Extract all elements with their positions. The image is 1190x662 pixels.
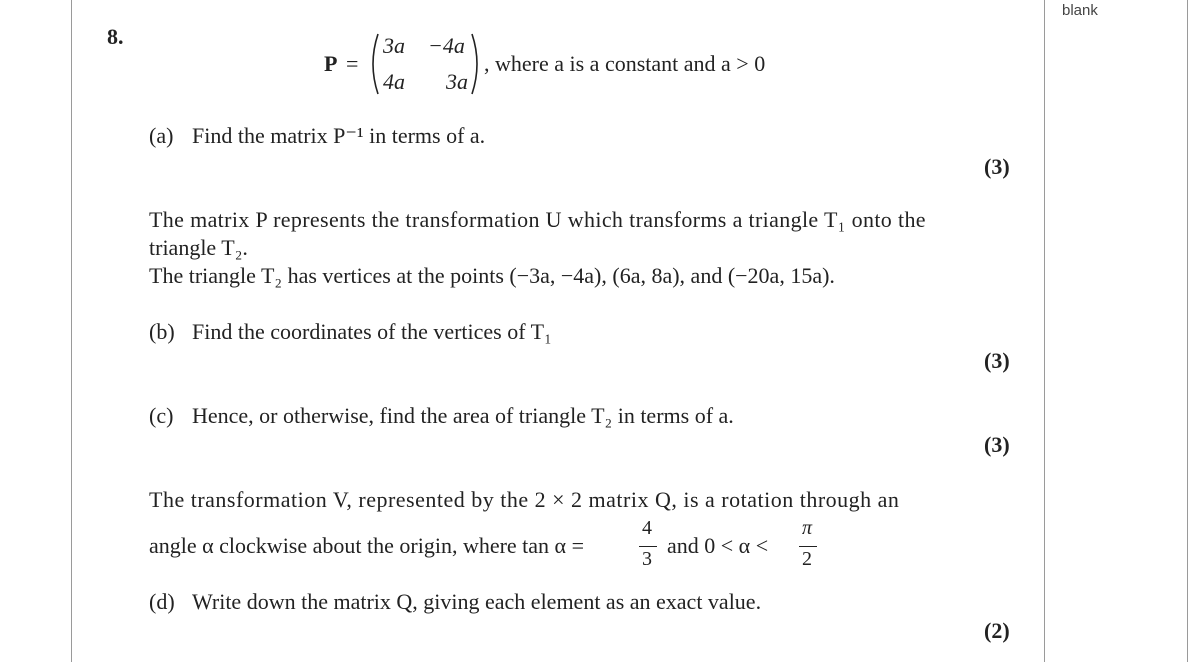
part-c-label: (c) (149, 403, 174, 428)
part-c-marks: (3) (984, 432, 1010, 457)
matrix-entry-21: 4a (383, 69, 405, 94)
intro-1-line-2: triangle T₂. (149, 235, 248, 260)
part-a-label: (a) (149, 123, 174, 148)
question-number: 8. (107, 24, 124, 49)
matrix-entry-22: 3a (446, 69, 468, 94)
part-b-marks: (3) (984, 348, 1010, 373)
pi-fraction (798, 517, 818, 577)
intro-2-inequality: and 0 < α < (667, 533, 769, 558)
part-b-text: Find the coordinates of the vertices of T₁ (192, 319, 552, 344)
matrix-entry-11: 3a (383, 33, 405, 58)
right-paren-icon (470, 32, 484, 96)
matrix-entry-12: −4a (428, 33, 465, 58)
page-margin-left-rule (71, 0, 72, 662)
intro-2-line-1: The transformation V, represented by the 2 × 2 matrix Q, is a rotation through an (149, 487, 900, 512)
part-a-text: Find the matrix P⁻¹ in terms of a. (192, 123, 486, 148)
part-b-label: (b) (149, 319, 175, 344)
pi-fraction-denominator: 2 (802, 548, 812, 570)
blank-column-header: blank (1062, 2, 1098, 19)
page-margin-right-rule (1044, 0, 1045, 662)
part-a-marks: (3) (984, 154, 1010, 179)
equals-sign: = (346, 51, 359, 76)
pi-fraction-numerator: π (802, 517, 813, 539)
part-d-label: (d) (149, 589, 175, 614)
tan-fraction (638, 517, 658, 577)
page-edge-rule (1187, 0, 1188, 662)
left-paren-icon (366, 32, 380, 96)
tan-fraction-numerator: 4 (642, 517, 652, 539)
matrix-name: P (324, 51, 338, 76)
intro-2-line-2: angle α clockwise about the origin, where tan α = (149, 533, 584, 558)
intro-1-line-1: The matrix P represents the transformation U which transforms a triangle T₁ onto the (149, 207, 926, 232)
tan-fraction-denominator: 3 (642, 548, 652, 570)
tan-fraction-bar (639, 546, 657, 547)
part-d-text: Write down the matrix Q, giving each element as an exact value. (192, 589, 762, 614)
intro-1-line-3: The triangle T₂ has vertices at the points (−3a, −4a), (6a, 8a), and (−20a, 15a). (149, 263, 835, 288)
pi-fraction-bar (799, 546, 817, 547)
part-d-marks: (2) (984, 618, 1010, 643)
part-c-text: Hence, or otherwise, find the area of triangle T₂ in terms of a. (192, 403, 734, 428)
matrix-condition: , where a is a constant and a > 0 (484, 51, 766, 76)
